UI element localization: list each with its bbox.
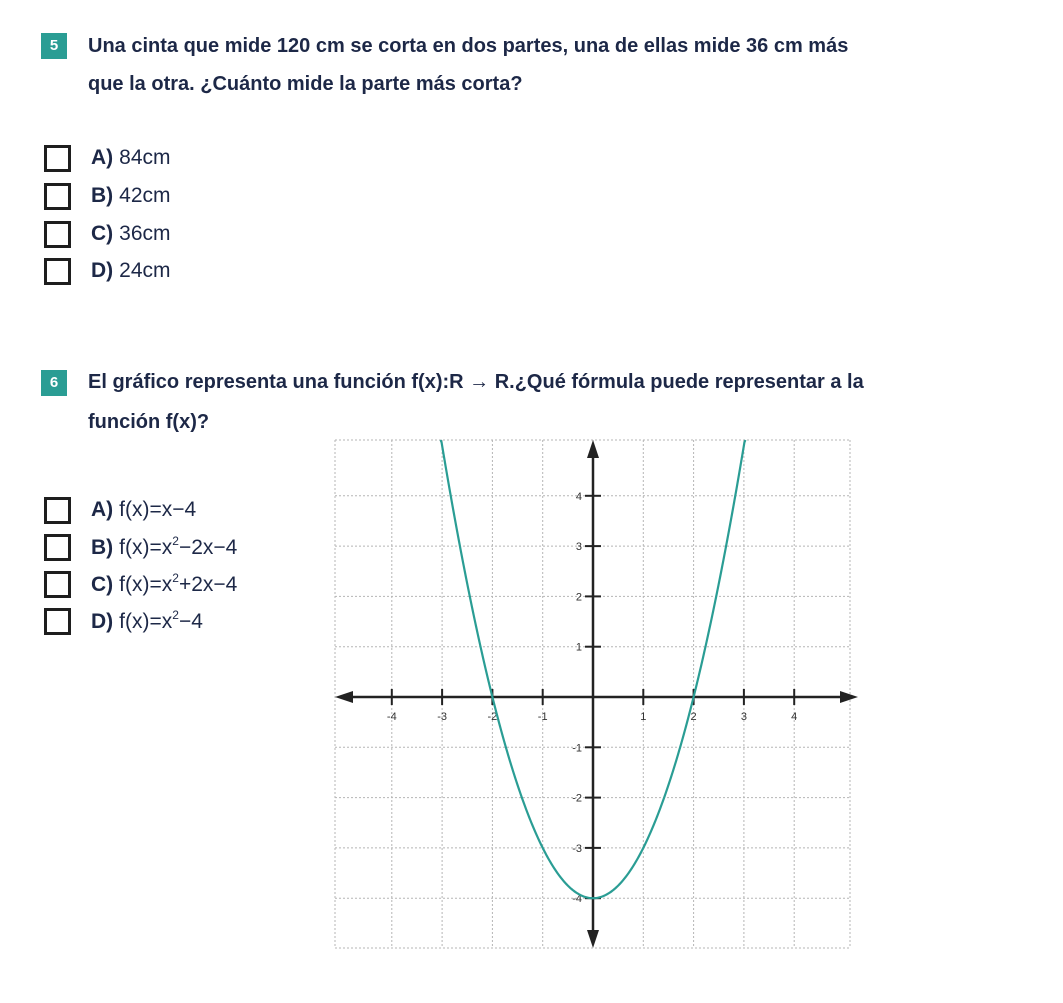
question-text-line2: función f(x)?	[88, 411, 210, 433]
option-d[interactable]	[44, 257, 171, 285]
svg-text:1: 1	[640, 711, 647, 723]
option-label: C) 36cm	[91, 222, 171, 245]
svg-text:2: 2	[690, 711, 697, 723]
svg-text:3: 3	[740, 711, 747, 723]
option-d[interactable]	[44, 607, 203, 635]
svg-text:-1: -1	[537, 711, 548, 723]
option-label: B) $f(x)=x^2-2x-4$	[91, 534, 238, 559]
svg-text:4: 4	[575, 490, 582, 503]
svg-text:4: 4	[791, 711, 798, 723]
option-a[interactable]	[44, 496, 196, 524]
checkbox[interactable]	[44, 534, 71, 561]
option-c[interactable]	[44, 570, 237, 598]
checkbox[interactable]	[44, 571, 71, 598]
svg-text:1: 1	[575, 641, 582, 654]
option-label: D) $f(x)=x^2-4$	[91, 608, 203, 633]
axes	[335, 440, 858, 948]
question-text-line2: que la otra. ¿Cuánto mide la parte más corta?	[88, 73, 523, 95]
checkbox[interactable]	[44, 497, 71, 524]
svg-text:3: 3	[575, 541, 582, 554]
checkbox[interactable]	[44, 145, 71, 172]
svg-text:-3: -3	[437, 711, 447, 723]
svg-text:-4: -4	[386, 711, 397, 723]
option-label: D) 24cm	[91, 259, 171, 282]
option-label: A) 84cm	[91, 146, 171, 169]
option-a[interactable]	[44, 144, 171, 172]
svg-text:-2: -2	[487, 711, 498, 723]
option-c[interactable]	[44, 220, 171, 248]
option-b[interactable]	[44, 533, 237, 561]
question-number-badge: 5	[41, 33, 67, 59]
svg-text:-4: -4	[572, 893, 582, 906]
svg-text:2: 2	[575, 591, 582, 604]
svg-text:-2: -2	[572, 792, 582, 805]
svg-text:-1: -1	[572, 742, 582, 755]
option-label: B) 42cm	[91, 184, 171, 207]
question-number-badge: 6	[41, 370, 67, 396]
function-graph	[320, 430, 865, 960]
option-label: A) f(x)=x−4	[91, 498, 197, 521]
option-b[interactable]	[44, 182, 171, 210]
svg-text:-3: -3	[572, 842, 582, 855]
checkbox[interactable]	[44, 221, 71, 248]
checkbox[interactable]	[44, 608, 71, 635]
option-label: C) $f(x)=x^2+2x-4$	[91, 571, 238, 596]
checkbox[interactable]	[44, 183, 71, 210]
question-text-line1: El gráfico representa una función f(x):R → R.¿Qué fórmula puede representar a la	[88, 371, 864, 393]
checkbox[interactable]	[44, 258, 71, 285]
question-text-line1: Una cinta que mide 120 cm se corta en dos partes, una de ellas mide 36 cm más	[88, 35, 849, 57]
